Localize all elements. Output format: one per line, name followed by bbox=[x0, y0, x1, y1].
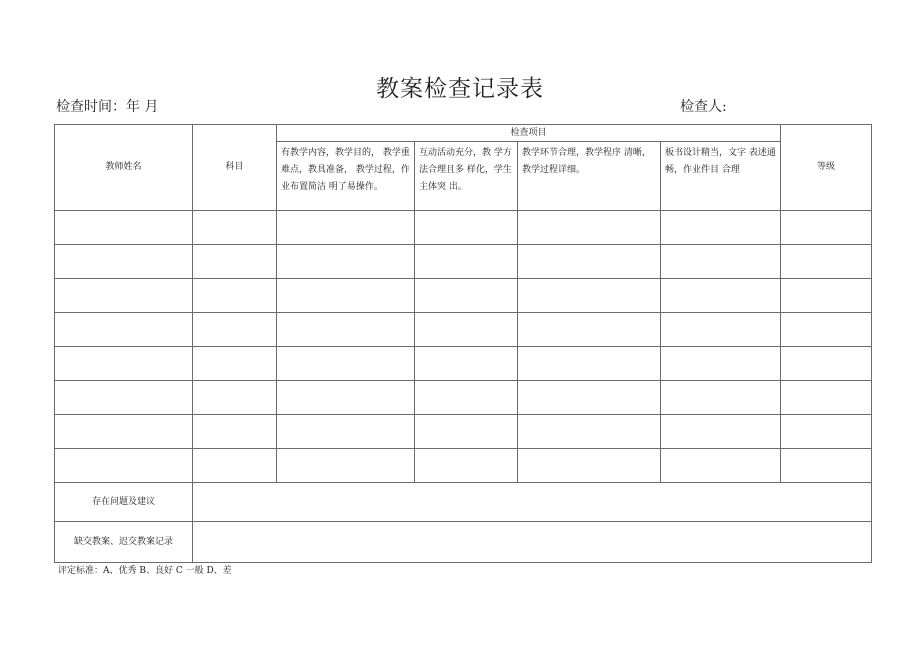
cell-item-1[interactable] bbox=[277, 449, 415, 483]
missing-plans-field[interactable] bbox=[193, 522, 872, 563]
table-row bbox=[55, 381, 872, 415]
cell-grade[interactable] bbox=[781, 211, 872, 245]
criterion-board: 板书设计精当，文字 表述通畅，作业件目 合理 bbox=[661, 142, 781, 211]
cell-item-3[interactable] bbox=[518, 449, 661, 483]
cell-teacher-name[interactable] bbox=[55, 211, 193, 245]
cell-item-1[interactable] bbox=[277, 245, 415, 279]
cell-subject[interactable] bbox=[193, 449, 277, 483]
missing-plans-label: 缺交教案、迟交教案记录 bbox=[55, 522, 193, 563]
cell-item-4[interactable] bbox=[661, 279, 781, 313]
cell-teacher-name[interactable] bbox=[55, 313, 193, 347]
cell-teacher-name[interactable] bbox=[55, 245, 193, 279]
table-row bbox=[55, 415, 872, 449]
check-time-label: 检查时间：年 月 bbox=[56, 99, 159, 115]
table-row bbox=[55, 211, 872, 245]
criterion-content: 有教学内容，教学目的， 教学重难点，教具准备， 教学过程，作业布置简洁 明了易操作。 bbox=[277, 142, 415, 211]
header-subject: 科目 bbox=[193, 125, 277, 211]
cell-teacher-name[interactable] bbox=[55, 381, 193, 415]
cell-item-2[interactable] bbox=[415, 245, 518, 279]
header-check-items: 检查项目 bbox=[277, 125, 781, 142]
cell-item-2[interactable] bbox=[415, 415, 518, 449]
cell-item-4[interactable] bbox=[661, 211, 781, 245]
cell-teacher-name[interactable] bbox=[55, 347, 193, 381]
cell-item-2[interactable] bbox=[415, 313, 518, 347]
cell-item-3[interactable] bbox=[518, 347, 661, 381]
cell-grade[interactable] bbox=[781, 279, 872, 313]
cell-teacher-name[interactable] bbox=[55, 415, 193, 449]
table-row bbox=[55, 279, 872, 313]
table-row bbox=[55, 449, 872, 483]
header-teacher-name: 教师姓名 bbox=[55, 125, 193, 211]
cell-grade[interactable] bbox=[781, 313, 872, 347]
header-grade: 等级 bbox=[781, 125, 872, 211]
cell-teacher-name[interactable] bbox=[55, 279, 193, 313]
cell-item-3[interactable] bbox=[518, 279, 661, 313]
cell-item-1[interactable] bbox=[277, 415, 415, 449]
cell-grade[interactable] bbox=[781, 415, 872, 449]
cell-subject[interactable] bbox=[193, 313, 277, 347]
cell-item-3[interactable] bbox=[518, 381, 661, 415]
cell-grade[interactable] bbox=[781, 245, 872, 279]
cell-item-1[interactable] bbox=[277, 279, 415, 313]
cell-item-4[interactable] bbox=[661, 245, 781, 279]
cell-item-1[interactable] bbox=[277, 381, 415, 415]
cell-item-3[interactable] bbox=[518, 211, 661, 245]
cell-grade[interactable] bbox=[781, 381, 872, 415]
cell-subject[interactable] bbox=[193, 381, 277, 415]
inspector-label: 检查人: bbox=[680, 99, 727, 115]
cell-subject[interactable] bbox=[193, 347, 277, 381]
table-row bbox=[55, 245, 872, 279]
cell-item-4[interactable] bbox=[661, 313, 781, 347]
table-row bbox=[55, 347, 872, 381]
cell-item-2[interactable] bbox=[415, 211, 518, 245]
cell-item-2[interactable] bbox=[415, 381, 518, 415]
criterion-process: 教学环节合理，教学程序 清晰，教学过程详细。 bbox=[518, 142, 661, 211]
cell-grade[interactable] bbox=[781, 449, 872, 483]
cell-subject[interactable] bbox=[193, 211, 277, 245]
cell-item-3[interactable] bbox=[518, 313, 661, 347]
cell-item-4[interactable] bbox=[661, 381, 781, 415]
cell-subject[interactable] bbox=[193, 415, 277, 449]
cell-teacher-name[interactable] bbox=[55, 449, 193, 483]
record-table bbox=[54, 124, 872, 563]
table-row bbox=[55, 313, 872, 347]
rating-criteria: 评定标准：A、优秀 B、良好 C 一般 D、差 bbox=[58, 566, 232, 576]
cell-grade[interactable] bbox=[781, 347, 872, 381]
cell-subject[interactable] bbox=[193, 245, 277, 279]
cell-subject[interactable] bbox=[193, 279, 277, 313]
cell-item-2[interactable] bbox=[415, 449, 518, 483]
cell-item-1[interactable] bbox=[277, 211, 415, 245]
cell-item-2[interactable] bbox=[415, 279, 518, 313]
cell-item-4[interactable] bbox=[661, 415, 781, 449]
issues-label: 存在问题及建议 bbox=[55, 483, 193, 522]
cell-item-3[interactable] bbox=[518, 415, 661, 449]
cell-item-4[interactable] bbox=[661, 449, 781, 483]
cell-item-4[interactable] bbox=[661, 347, 781, 381]
cell-item-1[interactable] bbox=[277, 347, 415, 381]
cell-item-2[interactable] bbox=[415, 347, 518, 381]
cell-item-1[interactable] bbox=[277, 313, 415, 347]
page-title: 教案检查记录表 bbox=[376, 76, 544, 102]
cell-item-3[interactable] bbox=[518, 245, 661, 279]
issues-field[interactable] bbox=[193, 483, 872, 522]
criterion-interaction: 互动活动充分，教 学方法合理且多 样化，学生主体突 出。 bbox=[415, 142, 518, 211]
